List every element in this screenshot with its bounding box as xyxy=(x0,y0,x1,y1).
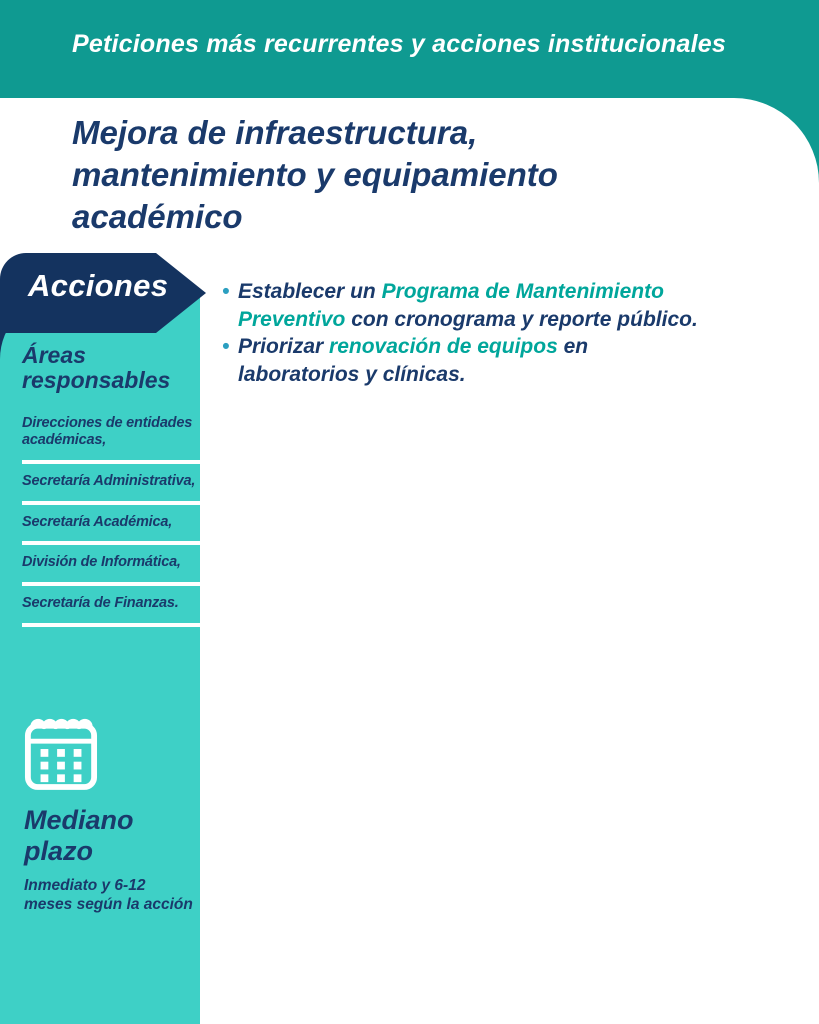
actions-list xyxy=(222,278,714,388)
header-title: Peticiones más recurrentes y acciones institucionales xyxy=(72,30,726,58)
badge-label: Acciones xyxy=(28,268,169,303)
action-item xyxy=(222,278,714,333)
bullet-icon: • xyxy=(222,280,230,303)
action-highlight: Programa de Mantenimiento Preventivo xyxy=(238,280,664,331)
action-text: en laboratorios y clínicas. xyxy=(238,335,589,386)
page-title: Mejora de infraestructura, mantenimiento y equipamiento académico xyxy=(72,114,558,236)
action-text: Priorizar xyxy=(238,335,330,358)
actions-section xyxy=(222,278,714,388)
sidebar xyxy=(0,297,200,1024)
areas-list xyxy=(0,406,200,627)
bullet-icon: • xyxy=(222,335,230,358)
list-item: Secretaría Administrativa, xyxy=(22,464,200,505)
timeline-heading: Mediano plazo xyxy=(24,804,134,866)
calendar-icon xyxy=(24,709,200,791)
list-item: Secretaría de Finanzas. xyxy=(22,586,200,627)
action-highlight: renovación de equipos xyxy=(329,335,558,358)
list-item: Secretaría Académica, xyxy=(22,505,200,546)
action-text: Establecer un xyxy=(238,280,382,303)
action-text: con cronograma y reporte público. xyxy=(345,307,698,331)
areas-heading: Áreas responsables xyxy=(22,342,171,394)
timeline-subtext: Inmediato y 6-12 meses según la acción xyxy=(24,876,193,914)
action-item xyxy=(222,333,714,388)
acciones-badge xyxy=(0,253,210,333)
list-item: División de Informática, xyxy=(22,545,200,586)
list-item: Direcciones de entidades académicas, xyxy=(22,406,200,464)
